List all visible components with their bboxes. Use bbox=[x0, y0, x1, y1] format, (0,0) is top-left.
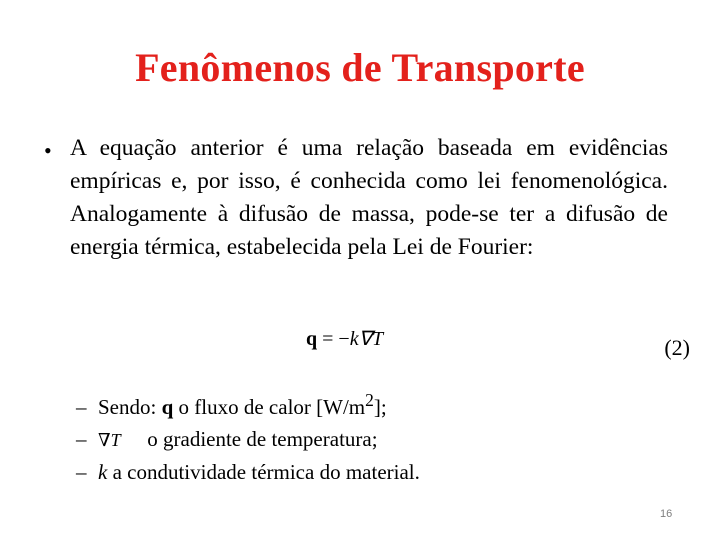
item-text: a condutividade térmica do material. bbox=[107, 460, 420, 484]
dash-marker: – bbox=[76, 427, 87, 451]
equation-nabla-t: ∇T bbox=[358, 328, 384, 350]
definitions-list bbox=[76, 384, 676, 488]
equation-q: q bbox=[306, 328, 318, 350]
list-item bbox=[76, 384, 676, 423]
main-paragraph: A equação anterior é uma relação baseada em evidências empíricas e, por isso, é conhecida como lei fenomenológica. Analogamente à difusão de massa, pode-se ter a difusão de energia térmica, estabelecida pela Lei de Fourier: bbox=[70, 135, 668, 260]
list-item bbox=[76, 456, 676, 488]
item-suffix: ]; bbox=[373, 395, 387, 419]
dash-marker: – bbox=[76, 395, 87, 419]
equation-k: k bbox=[349, 328, 359, 350]
dash-marker: – bbox=[76, 460, 87, 484]
list-item bbox=[76, 423, 676, 456]
item-superscript: 2 bbox=[365, 390, 374, 410]
equation-equals-minus: = − bbox=[317, 328, 350, 350]
page-number: 16 bbox=[660, 508, 673, 520]
bullet-marker: • bbox=[44, 138, 52, 163]
item-text: o fluxo de calor [W/m bbox=[173, 395, 366, 419]
item-text: o gradiente de temperatura; bbox=[142, 427, 378, 451]
fourier-equation bbox=[306, 326, 383, 351]
equation-number: (2) bbox=[664, 335, 690, 360]
item-symbol-nabla-t: ∇T bbox=[98, 430, 121, 450]
slide-title: Fenômenos de Transporte bbox=[135, 45, 585, 90]
item-symbol-q: q bbox=[161, 395, 174, 419]
item-prefix: Sendo: bbox=[98, 395, 162, 419]
item-symbol-k: k bbox=[98, 460, 108, 484]
